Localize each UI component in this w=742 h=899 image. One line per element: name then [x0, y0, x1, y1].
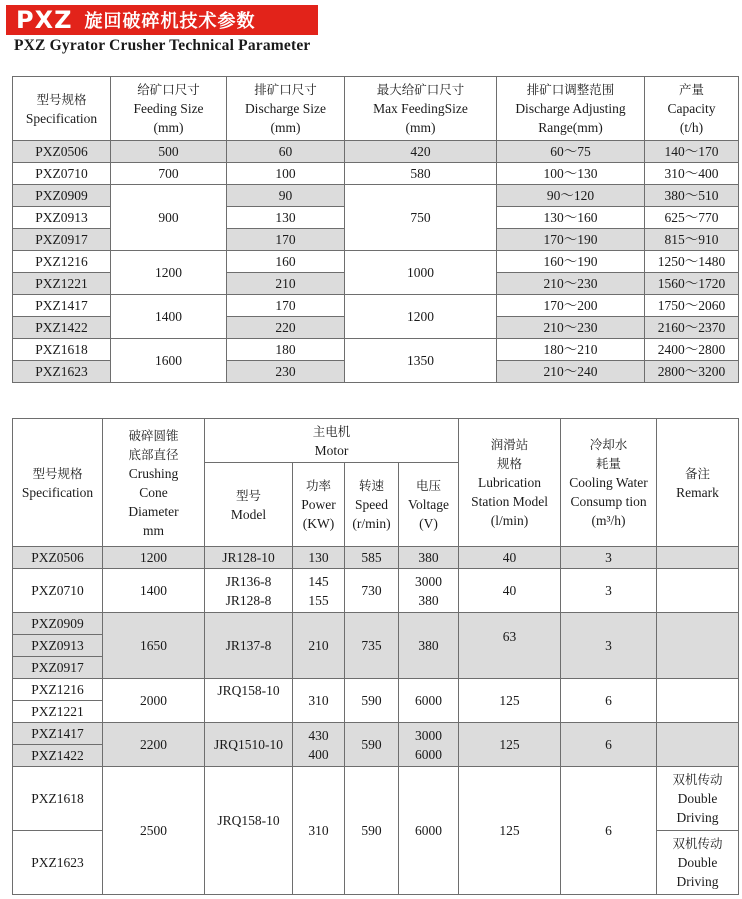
max-feeding-cell: 1000	[345, 251, 497, 295]
t1-h-text: 给矿口尺寸	[137, 82, 200, 97]
model-cell: PXZ0506	[13, 141, 111, 163]
t1-h-text: 产量	[678, 82, 704, 97]
t1-h-text: (mm)	[270, 120, 301, 135]
model-cell: PXZ0710	[13, 569, 103, 613]
voltage-cell: 380	[399, 613, 459, 679]
cone-cell: 2500	[103, 767, 205, 895]
voltage-cell	[399, 723, 459, 767]
t2-header-voltage	[399, 463, 459, 547]
model-cell: PXZ1623	[13, 361, 111, 383]
model-cell: PXZ1417	[13, 723, 103, 745]
capacity-cell: 1750～2060	[645, 295, 739, 317]
t1-header-feeding	[111, 77, 227, 141]
lube-cell: 125	[459, 679, 561, 723]
model-cell: PXZ1422	[13, 317, 111, 339]
lube-cell: 125	[459, 767, 561, 895]
t2-h-text: (l/min)	[490, 513, 529, 528]
t2-header-water	[561, 419, 657, 547]
lube-cell: 40	[459, 547, 561, 569]
motor-model-cell	[205, 569, 293, 613]
power-cell: 130	[293, 547, 345, 569]
voltage-cell: 6000	[399, 767, 459, 895]
model-cell: PXZ1422	[13, 745, 103, 767]
t1-h-text: Range(mm)	[538, 120, 603, 135]
discharge-cell: 170	[227, 295, 345, 317]
power-cell	[293, 723, 345, 767]
cone-cell: 2000	[103, 679, 205, 723]
t2-h-text: 电压	[416, 478, 442, 493]
discharge-cell: 60	[227, 141, 345, 163]
water-cell: 3	[561, 613, 657, 679]
t2-h-text: Diameter	[128, 503, 179, 519]
water-cell: 6	[561, 767, 657, 895]
motor-model-text: JR136-8	[225, 573, 272, 589]
water-cell: 3	[561, 569, 657, 613]
feeding-cell: 500	[111, 141, 227, 163]
power-text: 400	[308, 746, 329, 762]
discharge-cell: 180	[227, 339, 345, 361]
t1-h-text: Discharge Size	[244, 101, 327, 116]
max-feeding-cell: 580	[345, 163, 497, 185]
max-feeding-cell: 750	[345, 185, 497, 251]
t2-h-text: 功率	[305, 478, 331, 493]
feeding-cell: 700	[111, 163, 227, 185]
max-feeding-cell: 420	[345, 141, 497, 163]
lube-cell: 40	[459, 569, 561, 613]
table-row	[13, 547, 739, 569]
spec-table-1	[12, 76, 739, 383]
table-row	[13, 163, 739, 185]
t1-h-text: 型号规格	[36, 91, 87, 107]
t2-h-text: 转速	[358, 478, 384, 493]
cone-cell: 1400	[103, 569, 205, 613]
remark-text: 双机传动	[672, 836, 723, 851]
feeding-cell: 1600	[111, 339, 227, 383]
adjust-cell: 90～120	[497, 185, 645, 207]
t1-h-text: Feeding Size	[133, 101, 204, 116]
table-row	[13, 185, 739, 207]
power-text: 430	[308, 727, 329, 743]
table1-header-row	[13, 77, 739, 141]
table-row	[13, 339, 739, 361]
remark-text: Driving	[676, 874, 719, 889]
t2-h-text: Lubrication	[478, 475, 541, 490]
table-row	[13, 723, 739, 745]
max-feeding-cell: 1200	[345, 295, 497, 339]
t2-h-text: (KW)	[302, 516, 335, 531]
t2-h-text: Station Model	[471, 494, 548, 509]
discharge-cell: 160	[227, 251, 345, 273]
adjust-cell: 210～240	[497, 361, 645, 383]
t2-header-spec	[13, 419, 103, 547]
t2-header-lube	[459, 419, 561, 547]
remark-cell	[657, 767, 739, 831]
t2-header-motor	[205, 419, 459, 463]
t1-h-text: Discharge Adjusting	[515, 101, 626, 116]
t2-h-text: 耗量	[596, 456, 622, 471]
model-cell: PXZ0917	[13, 657, 103, 679]
t2-h-text: 规格	[497, 456, 523, 471]
power-text: 155	[308, 592, 329, 608]
voltage-cell: 6000	[399, 679, 459, 723]
capacity-cell: 2160～2370	[645, 317, 739, 339]
adjust-cell: 60～75	[497, 141, 645, 163]
remark-text: Driving	[676, 810, 719, 825]
feeding-cell: 900	[111, 185, 227, 251]
t2-h-text: Model	[230, 506, 267, 522]
t2-header-speed	[345, 463, 399, 547]
t2-header-power	[293, 463, 345, 547]
table-row	[13, 141, 739, 163]
speed-cell: 730	[345, 569, 399, 613]
motor-model-cell: JRQ158-10	[205, 767, 293, 895]
t1-h-text: Max FeedingSize	[373, 101, 468, 116]
model-cell: PXZ1216	[13, 679, 103, 701]
voltage-cell: 380	[399, 547, 459, 569]
motor-model-cell: JR137-8	[205, 613, 293, 679]
adjust-cell: 210～230	[497, 273, 645, 295]
t2-h-text: 润滑站	[490, 437, 529, 452]
voltage-text: 6000	[415, 746, 442, 762]
t2-h-text: Speed	[355, 497, 388, 512]
t2-h-text: 备注	[685, 465, 711, 481]
voltage-cell	[399, 569, 459, 613]
t1-h-text: Capacity	[667, 101, 716, 116]
motor-model-cell: JRQ158-10	[205, 679, 293, 723]
adjust-cell: 100～130	[497, 163, 645, 185]
t1-h-text: 排矿口调整范围	[526, 82, 615, 97]
cone-cell: 2200	[103, 723, 205, 767]
t1-h-text: (mm)	[153, 120, 184, 135]
t2-header-model	[205, 463, 293, 547]
voltage-text: 3000	[415, 727, 442, 743]
discharge-cell: 170	[227, 229, 345, 251]
model-cell: PXZ0913	[13, 207, 111, 229]
remark-cell	[657, 831, 739, 895]
capacity-cell: 2800～3200	[645, 361, 739, 383]
remark-cell	[657, 613, 739, 679]
t2-h-text: 型号规格	[32, 465, 83, 481]
voltage-text: 380	[418, 592, 439, 608]
discharge-cell: 100	[227, 163, 345, 185]
max-feeding-cell: 1350	[345, 339, 497, 383]
voltage-text: 3000	[415, 573, 442, 589]
table-row	[13, 251, 739, 273]
remark-cell	[657, 723, 739, 767]
title-banner	[6, 5, 318, 35]
feeding-cell: 1200	[111, 251, 227, 295]
table2-header-row	[13, 419, 739, 463]
power-cell: 310	[293, 679, 345, 723]
t1-header-capacity	[645, 77, 739, 141]
model-cell: PXZ0917	[13, 229, 111, 251]
t1-h-text: 排矿口尺寸	[254, 82, 317, 97]
model-cell: PXZ1623	[13, 831, 103, 895]
remark-text: 双机传动	[672, 772, 723, 787]
t2-header-remark	[657, 419, 739, 547]
t2-h-text: (r/min)	[352, 516, 391, 531]
t2-h-text: 型号	[235, 487, 261, 503]
capacity-cell: 2400～2800	[645, 339, 739, 361]
capacity-cell: 815～910	[645, 229, 739, 251]
lube-cell: 63	[459, 613, 561, 679]
t1-h-text: 最大给矿口尺寸	[376, 82, 465, 97]
t2-h-text: Crushing	[128, 465, 179, 481]
speed-cell: 585	[345, 547, 399, 569]
remark-cell	[657, 679, 739, 723]
feeding-cell: 1400	[111, 295, 227, 339]
power-cell: 210	[293, 613, 345, 679]
model-cell: PXZ0913	[13, 635, 103, 657]
t2-h-text: mm	[142, 522, 164, 538]
adjust-cell: 160～190	[497, 251, 645, 273]
model-cell: PXZ0909	[13, 613, 103, 635]
model-cell: PXZ1216	[13, 251, 111, 273]
t2-h-text: 底部直径	[128, 446, 179, 462]
model-cell: PXZ0710	[13, 163, 111, 185]
t1-header-max-feeding	[345, 77, 497, 141]
t2-h-text: Cooling Water	[569, 475, 648, 490]
adjust-cell: 170～200	[497, 295, 645, 317]
discharge-cell: 130	[227, 207, 345, 229]
banner-title: 旋回破碎机技术参数	[84, 11, 256, 32]
t2-h-text: Consump tion	[570, 494, 647, 509]
model-cell: PXZ1417	[13, 295, 111, 317]
motor-model-cell: JR128-10	[205, 547, 293, 569]
motor-model-cell: JRQ1510-10	[205, 723, 293, 767]
capacity-cell: 310～400	[645, 163, 739, 185]
t1-h-text: (mm)	[405, 120, 436, 135]
motor-model-text: JR128-8	[225, 592, 272, 608]
discharge-cell: 210	[227, 273, 345, 295]
t2-h-text: 主电机	[312, 423, 351, 439]
table-row	[13, 767, 739, 831]
speed-cell: 590	[345, 767, 399, 895]
discharge-cell: 230	[227, 361, 345, 383]
t1-h-text: (t/h)	[679, 120, 704, 135]
model-cell: PXZ1221	[13, 273, 111, 295]
t2-h-text: Remark	[676, 484, 719, 500]
table-row	[13, 613, 739, 635]
lube-cell: 125	[459, 723, 561, 767]
table-row	[13, 679, 739, 701]
speed-cell: 590	[345, 679, 399, 723]
capacity-cell: 625～770	[645, 207, 739, 229]
table-row	[13, 295, 739, 317]
t1-header-spec	[13, 77, 111, 141]
t2-header-cone	[103, 419, 205, 547]
t2-h-text: 冷却水	[589, 437, 628, 452]
page-subtitle: PXZ Gyrator Crusher Technical Parameter	[14, 37, 311, 54]
water-cell: 6	[561, 723, 657, 767]
power-cell	[293, 569, 345, 613]
t2-h-text: Voltage	[408, 497, 449, 512]
model-cell: PXZ1221	[13, 701, 103, 723]
t1-header-adjust	[497, 77, 645, 141]
discharge-cell: 220	[227, 317, 345, 339]
spec-table-2	[12, 418, 739, 895]
remark-cell	[657, 569, 739, 613]
speed-cell: 735	[345, 613, 399, 679]
table-row	[13, 569, 739, 613]
capacity-cell: 140～170	[645, 141, 739, 163]
adjust-cell: 130～160	[497, 207, 645, 229]
t1-h-text: Specification	[25, 110, 98, 126]
t1-header-discharge	[227, 77, 345, 141]
speed-cell: 590	[345, 723, 399, 767]
t2-h-text: Motor	[314, 442, 349, 458]
capacity-cell: 1250～1480	[645, 251, 739, 273]
t2-h-text: Specification	[21, 484, 94, 500]
capacity-cell: 1560～1720	[645, 273, 739, 295]
remark-text: Double	[677, 791, 718, 806]
model-cell: PXZ0506	[13, 547, 103, 569]
power-cell: 310	[293, 767, 345, 895]
t2-h-text: Power	[301, 497, 336, 512]
model-cell: PXZ1618	[13, 339, 111, 361]
remark-text: Double	[677, 855, 718, 870]
adjust-cell: 180～210	[497, 339, 645, 361]
water-cell: 6	[561, 679, 657, 723]
model-cell: PXZ0909	[13, 185, 111, 207]
power-text: 145	[308, 573, 329, 589]
t2-h-text: 破碎圆锥	[128, 427, 179, 443]
model-cell: PXZ1618	[13, 767, 103, 831]
adjust-cell: 210～230	[497, 317, 645, 339]
capacity-cell: 380～510	[645, 185, 739, 207]
banner-code: PXZ	[16, 6, 73, 34]
t2-h-text: (V)	[419, 516, 438, 531]
t2-h-text: (m³/h)	[591, 513, 626, 528]
water-cell: 3	[561, 547, 657, 569]
t2-h-text: Cone	[139, 484, 168, 500]
cone-cell: 1200	[103, 547, 205, 569]
adjust-cell: 170～190	[497, 229, 645, 251]
cone-cell: 1650	[103, 613, 205, 679]
remark-cell	[657, 547, 739, 569]
discharge-cell: 90	[227, 185, 345, 207]
